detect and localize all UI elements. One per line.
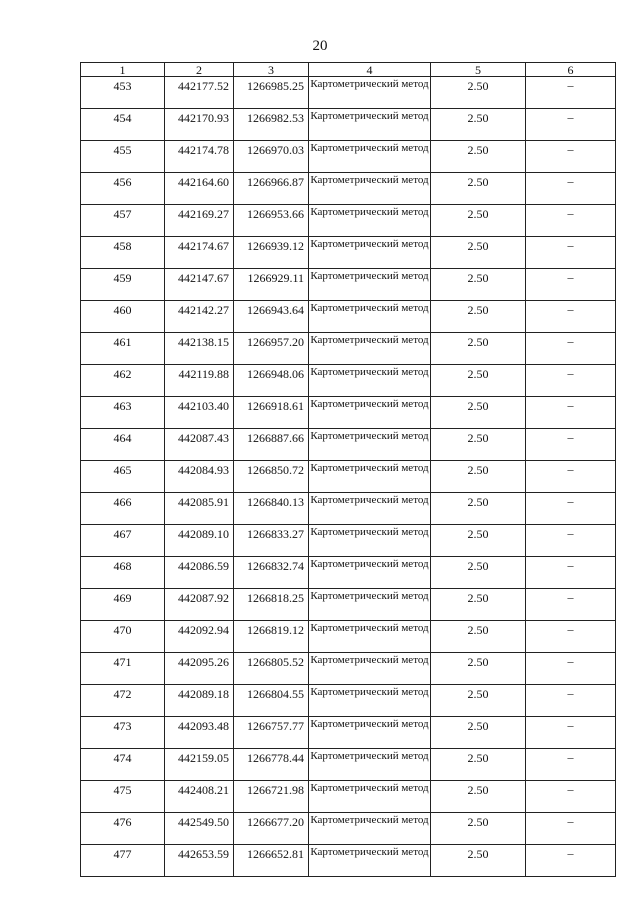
- method-cell: Картометрический метод: [309, 365, 431, 397]
- x-coordinate-cell: 442174.67: [165, 237, 234, 269]
- x-coordinate-cell: 442159.05: [165, 749, 234, 781]
- accuracy-cell: 2.50: [431, 685, 526, 717]
- y-coordinate-cell: 1266818.25: [234, 589, 309, 621]
- accuracy-cell: 2.50: [431, 333, 526, 365]
- x-coordinate-cell: 442164.60: [165, 173, 234, 205]
- method-cell: Картометрический метод: [309, 621, 431, 653]
- table-row: [81, 813, 616, 845]
- x-coordinate-cell: 442138.15: [165, 333, 234, 365]
- page-number: 20: [312, 38, 328, 54]
- y-coordinate-cell: 1266833.27: [234, 525, 309, 557]
- accuracy-cell: 2.50: [431, 205, 526, 237]
- accuracy-cell: 2.50: [431, 365, 526, 397]
- note-cell: –: [526, 237, 616, 269]
- method-cell: Картометрический метод: [309, 813, 431, 845]
- x-coordinate-cell: 442086.59: [165, 557, 234, 589]
- column-header-3: 3: [234, 63, 309, 77]
- note-cell: –: [526, 557, 616, 589]
- note-cell: –: [526, 749, 616, 781]
- table-row: [81, 173, 616, 205]
- note-cell: –: [526, 653, 616, 685]
- table-row: [81, 525, 616, 557]
- note-cell: –: [526, 717, 616, 749]
- column-header-4: 4: [309, 63, 431, 77]
- x-coordinate-cell: 442103.40: [165, 397, 234, 429]
- note-cell: –: [526, 813, 616, 845]
- x-coordinate-cell: 442085.91: [165, 493, 234, 525]
- x-coordinate-cell: 442549.50: [165, 813, 234, 845]
- x-coordinate-cell: 442174.78: [165, 141, 234, 173]
- y-coordinate-cell: 1266948.06: [234, 365, 309, 397]
- table-row: [81, 333, 616, 365]
- table-row: [81, 301, 616, 333]
- y-coordinate-cell: 1266819.12: [234, 621, 309, 653]
- point-number-cell: 468: [81, 557, 165, 589]
- method-cell: Картометрический метод: [309, 845, 431, 877]
- accuracy-cell: 2.50: [431, 653, 526, 685]
- note-cell: –: [526, 461, 616, 493]
- y-coordinate-cell: 1266953.66: [234, 205, 309, 237]
- x-coordinate-cell: 442089.10: [165, 525, 234, 557]
- method-cell: Картометрический метод: [309, 461, 431, 493]
- x-coordinate-cell: 442089.18: [165, 685, 234, 717]
- accuracy-cell: 2.50: [431, 781, 526, 813]
- table-row: [81, 429, 616, 461]
- y-coordinate-cell: 1266929.11: [234, 269, 309, 301]
- accuracy-cell: 2.50: [431, 525, 526, 557]
- table-row: [81, 845, 616, 877]
- accuracy-cell: 2.50: [431, 717, 526, 749]
- point-number-cell: 455: [81, 141, 165, 173]
- point-number-cell: 467: [81, 525, 165, 557]
- point-number-cell: 458: [81, 237, 165, 269]
- x-coordinate-cell: 442170.93: [165, 109, 234, 141]
- y-coordinate-cell: 1266840.13: [234, 493, 309, 525]
- y-coordinate-cell: 1266757.77: [234, 717, 309, 749]
- table-row: [81, 781, 616, 813]
- x-coordinate-cell: 442169.27: [165, 205, 234, 237]
- table-row: [81, 365, 616, 397]
- point-number-cell: 466: [81, 493, 165, 525]
- method-cell: Картометрический метод: [309, 109, 431, 141]
- method-cell: Картометрический метод: [309, 749, 431, 781]
- point-number-cell: 453: [81, 77, 165, 109]
- table-row: [81, 493, 616, 525]
- table-row: [81, 237, 616, 269]
- column-header-6: 6: [526, 63, 616, 77]
- accuracy-cell: 2.50: [431, 621, 526, 653]
- point-number-cell: 473: [81, 717, 165, 749]
- x-coordinate-cell: 442142.27: [165, 301, 234, 333]
- y-coordinate-cell: 1266985.25: [234, 77, 309, 109]
- point-number-cell: 456: [81, 173, 165, 205]
- method-cell: Картометрический метод: [309, 205, 431, 237]
- table-row: [81, 589, 616, 621]
- note-cell: –: [526, 365, 616, 397]
- note-cell: –: [526, 109, 616, 141]
- method-cell: Картометрический метод: [309, 493, 431, 525]
- point-number-cell: 469: [81, 589, 165, 621]
- point-number-cell: 472: [81, 685, 165, 717]
- point-number-cell: 459: [81, 269, 165, 301]
- note-cell: –: [526, 589, 616, 621]
- accuracy-cell: 2.50: [431, 269, 526, 301]
- y-coordinate-cell: 1266982.53: [234, 109, 309, 141]
- y-coordinate-cell: 1266943.64: [234, 301, 309, 333]
- accuracy-cell: 2.50: [431, 77, 526, 109]
- accuracy-cell: 2.50: [431, 589, 526, 621]
- table-row: [81, 653, 616, 685]
- table-row: [81, 557, 616, 589]
- x-coordinate-cell: 442092.94: [165, 621, 234, 653]
- accuracy-cell: 2.50: [431, 557, 526, 589]
- point-number-cell: 462: [81, 365, 165, 397]
- point-number-cell: 471: [81, 653, 165, 685]
- method-cell: Картометрический метод: [309, 589, 431, 621]
- accuracy-cell: 2.50: [431, 237, 526, 269]
- accuracy-cell: 2.50: [431, 493, 526, 525]
- table-row: [81, 717, 616, 749]
- point-number-cell: 464: [81, 429, 165, 461]
- method-cell: Картометрический метод: [309, 333, 431, 365]
- accuracy-cell: 2.50: [431, 749, 526, 781]
- method-cell: Картометрический метод: [309, 237, 431, 269]
- method-cell: Картометрический метод: [309, 141, 431, 173]
- y-coordinate-cell: 1266804.55: [234, 685, 309, 717]
- point-number-cell: 465: [81, 461, 165, 493]
- x-coordinate-cell: 442408.21: [165, 781, 234, 813]
- y-coordinate-cell: 1266832.74: [234, 557, 309, 589]
- method-cell: Картометрический метод: [309, 429, 431, 461]
- table-row: [81, 461, 616, 493]
- x-coordinate-cell: 442093.48: [165, 717, 234, 749]
- method-cell: Картометрический метод: [309, 685, 431, 717]
- y-coordinate-cell: 1266939.12: [234, 237, 309, 269]
- point-number-cell: 457: [81, 205, 165, 237]
- point-number-cell: 475: [81, 781, 165, 813]
- y-coordinate-cell: 1266918.61: [234, 397, 309, 429]
- y-coordinate-cell: 1266721.98: [234, 781, 309, 813]
- note-cell: –: [526, 269, 616, 301]
- x-coordinate-cell: 442087.43: [165, 429, 234, 461]
- x-coordinate-cell: 442177.52: [165, 77, 234, 109]
- method-cell: Картометрический метод: [309, 525, 431, 557]
- y-coordinate-cell: 1266887.66: [234, 429, 309, 461]
- note-cell: –: [526, 205, 616, 237]
- table-row: [81, 109, 616, 141]
- x-coordinate-cell: 442653.59: [165, 845, 234, 877]
- point-number-cell: 474: [81, 749, 165, 781]
- note-cell: –: [526, 429, 616, 461]
- x-coordinate-cell: 442119.88: [165, 365, 234, 397]
- x-coordinate-cell: 442147.67: [165, 269, 234, 301]
- x-coordinate-cell: 442087.92: [165, 589, 234, 621]
- note-cell: –: [526, 493, 616, 525]
- y-coordinate-cell: 1266677.20: [234, 813, 309, 845]
- note-cell: –: [526, 685, 616, 717]
- accuracy-cell: 2.50: [431, 109, 526, 141]
- table-row: [81, 205, 616, 237]
- point-number-cell: 460: [81, 301, 165, 333]
- accuracy-cell: 2.50: [431, 429, 526, 461]
- note-cell: –: [526, 141, 616, 173]
- table-row: [81, 621, 616, 653]
- y-coordinate-cell: 1266652.81: [234, 845, 309, 877]
- accuracy-cell: 2.50: [431, 141, 526, 173]
- column-header-1: 1: [81, 63, 165, 77]
- table-row: [81, 685, 616, 717]
- column-header-2: 2: [165, 63, 234, 77]
- note-cell: –: [526, 845, 616, 877]
- method-cell: Картометрический метод: [309, 173, 431, 205]
- note-cell: –: [526, 77, 616, 109]
- point-number-cell: 476: [81, 813, 165, 845]
- method-cell: Картометрический метод: [309, 397, 431, 429]
- y-coordinate-cell: 1266957.20: [234, 333, 309, 365]
- point-number-cell: 477: [81, 845, 165, 877]
- note-cell: –: [526, 525, 616, 557]
- note-cell: –: [526, 621, 616, 653]
- method-cell: Картометрический метод: [309, 269, 431, 301]
- note-cell: –: [526, 333, 616, 365]
- note-cell: –: [526, 173, 616, 205]
- method-cell: Картометрический метод: [309, 781, 431, 813]
- point-number-cell: 454: [81, 109, 165, 141]
- note-cell: –: [526, 301, 616, 333]
- x-coordinate-cell: 442095.26: [165, 653, 234, 685]
- method-cell: Картометрический метод: [309, 557, 431, 589]
- y-coordinate-cell: 1266805.52: [234, 653, 309, 685]
- accuracy-cell: 2.50: [431, 301, 526, 333]
- note-cell: –: [526, 781, 616, 813]
- point-number-cell: 463: [81, 397, 165, 429]
- accuracy-cell: 2.50: [431, 397, 526, 429]
- table-row: [81, 397, 616, 429]
- accuracy-cell: 2.50: [431, 845, 526, 877]
- y-coordinate-cell: 1266970.03: [234, 141, 309, 173]
- y-coordinate-cell: 1266850.72: [234, 461, 309, 493]
- y-coordinate-cell: 1266966.87: [234, 173, 309, 205]
- method-cell: Картометрический метод: [309, 77, 431, 109]
- table-row: [81, 749, 616, 781]
- table-row: [81, 269, 616, 301]
- x-coordinate-cell: 442084.93: [165, 461, 234, 493]
- accuracy-cell: 2.50: [431, 173, 526, 205]
- y-coordinate-cell: 1266778.44: [234, 749, 309, 781]
- accuracy-cell: 2.50: [431, 461, 526, 493]
- note-cell: –: [526, 397, 616, 429]
- method-cell: Картометрический метод: [309, 653, 431, 685]
- method-cell: Картометрический метод: [309, 717, 431, 749]
- table-row: [81, 141, 616, 173]
- coordinates-table: [80, 62, 616, 877]
- table-row: [81, 77, 616, 109]
- point-number-cell: 470: [81, 621, 165, 653]
- method-cell: Картометрический метод: [309, 301, 431, 333]
- column-header-5: 5: [431, 63, 526, 77]
- point-number-cell: 461: [81, 333, 165, 365]
- accuracy-cell: 2.50: [431, 813, 526, 845]
- table-header-row: [81, 63, 616, 77]
